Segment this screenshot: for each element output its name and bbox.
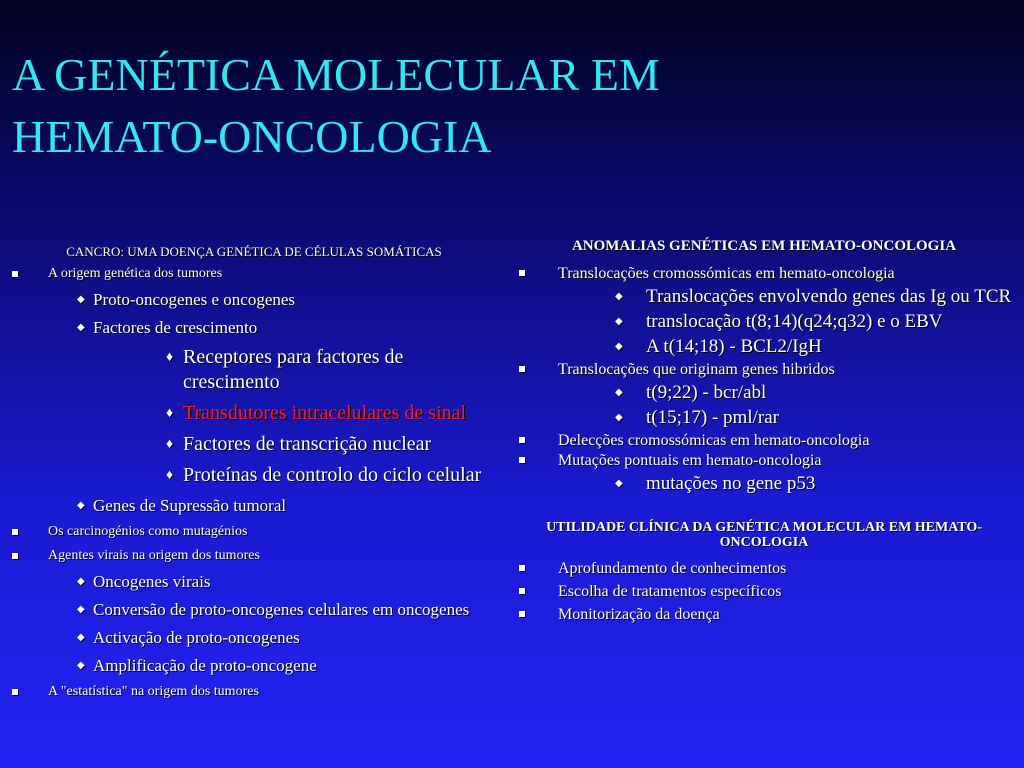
- list-item: [514, 265, 1014, 357]
- sub-list: [48, 571, 500, 676]
- sub-bullet-text: Factores de crescimento: [93, 318, 258, 337]
- list-item: Monitorização da doença: [514, 606, 1014, 623]
- bullet-text: Translocações que originam genes hibridos: [558, 361, 835, 378]
- list-item: [8, 266, 500, 516]
- sub-list: [48, 289, 500, 516]
- sub-list-item: ◆ Amplificação de proto-oncogene: [48, 655, 500, 676]
- sub-list-item: ◆ Conversão de proto-oncogenes celulares em oncogenes: [48, 599, 500, 620]
- clinical-utility-list: [514, 560, 1014, 623]
- sub-list-item: ◆ translocação t(8;14)(q24;q32) e o EBV: [558, 311, 1014, 332]
- sub-list-item: ◆ t(9;22) - bcr/abl: [558, 382, 1014, 403]
- list-item: Aprofundamento de conhecimentos: [514, 560, 1014, 577]
- sub-sub-list: [93, 345, 500, 488]
- left-bullet-list: [8, 266, 500, 700]
- slide-title-line-1: A GENÉTICA MOLECULAR EM: [12, 49, 660, 100]
- sub-list-item: ◆ t(15;17) - pml/rar: [558, 407, 1014, 428]
- left-column: [8, 244, 500, 708]
- list-item: Escolha de tratamentos específicos: [514, 583, 1014, 600]
- sub-list-item: ◆ mutações no gene p53: [558, 473, 1014, 494]
- sub-sub-list-item: ♦ Factores de transcrição nuclear: [93, 432, 500, 457]
- sub-list: [558, 382, 1014, 428]
- slide-title-line-2: HEMATO-ONCOLOGIA: [12, 111, 492, 162]
- bullet-text: A origem genética dos tumores: [48, 266, 223, 281]
- sub-list-item: [48, 317, 500, 488]
- sub-list-item: ◆ Activação de proto-oncogenes: [48, 627, 500, 648]
- bullet-text: Agentes virais na origem dos tumores: [48, 548, 260, 563]
- list-item: [514, 452, 1014, 494]
- sub-sub-list-item: ♦ Proteínas de controlo do ciclo celular: [93, 463, 500, 488]
- list-item: A "estatística" na origem dos tumores: [8, 684, 500, 700]
- sub-list: [558, 286, 1014, 357]
- sub-list-item: ◆ Oncogenes virais: [48, 571, 500, 592]
- sub-list-item: ◆ Genes de Supressão tumoral: [48, 495, 500, 516]
- bullet-text: Mutações pontuais em hemato-oncologia: [558, 452, 822, 469]
- sub-list-item: ◆ A t(14;18) - BCL2/IgH: [558, 336, 1014, 357]
- right-column-heading: ANOMALIAS GENÉTICAS EM HEMATO-ONCOLOGIA: [571, 238, 957, 254]
- bullet-text: Translocações cromossómicas em hemato-oncologia: [558, 265, 895, 282]
- right-column-heading-2: UTILIDADE CLÍNICA DA GENÉTICA MOLECULAR EM HEMATO-ONCOLOGIA: [546, 520, 982, 550]
- sub-sub-list-item: ♦ Receptores para factores de crescimento: [93, 345, 500, 395]
- sub-list: [558, 473, 1014, 494]
- list-item: Os carcinogénios como mutagénios: [8, 524, 500, 540]
- sub-sub-list-item-highlighted: ♦ Transdutores intracelulares de sinal: [93, 401, 500, 426]
- list-item: [8, 548, 500, 676]
- sub-list-item: ◆ Translocações envolvendo genes das Ig ou TCR: [558, 286, 1014, 307]
- list-item: [514, 361, 1014, 428]
- left-column-heading: CANCRO: UMA DOENÇA GENÉTICA DE CÉLULAS SOMÁTICAS: [66, 244, 442, 259]
- right-column: [514, 239, 1014, 629]
- right-bullet-list: [514, 265, 1014, 494]
- list-item: Delecções cromossómicas em hemato-oncologia: [514, 432, 1014, 449]
- sub-list-item: ◆ Proto-oncogenes e oncogenes: [48, 289, 500, 310]
- slide-title: [12, 44, 660, 168]
